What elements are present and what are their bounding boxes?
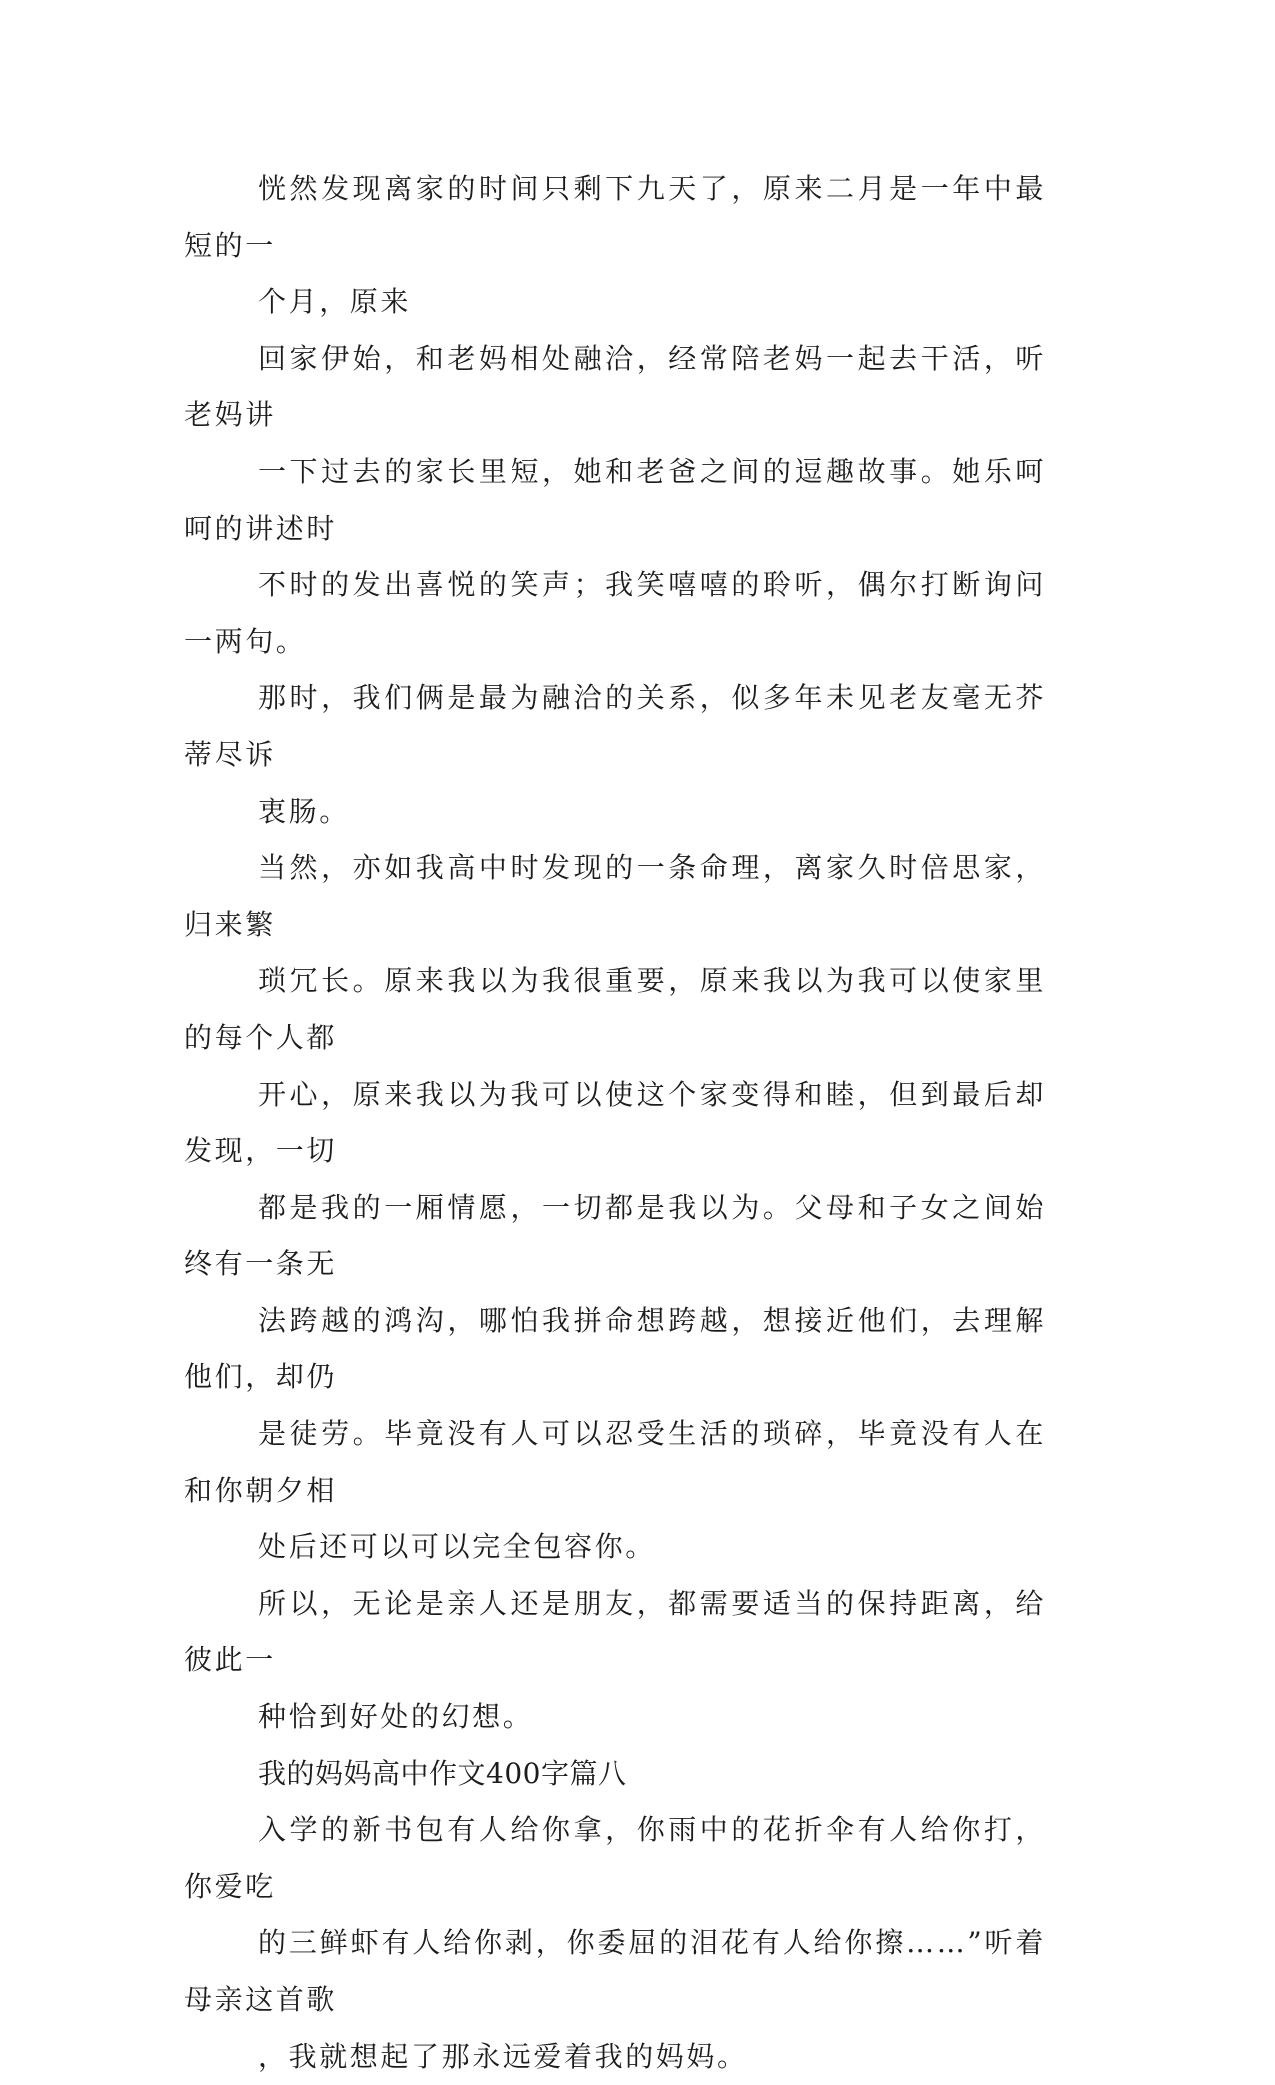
paragraph-3 [184,670,1046,840]
text-line: 入学的新书包有人给你拿，你雨中的花折伞有人给你打，你爱吃 [184,1813,1046,1903]
paragraph-5 [184,1576,1046,1746]
document-body [184,161,1046,2085]
text-line: 不时的发出喜悦的笑声；我笑嘻嘻的聆听，偶尔打断询问一两句。 [184,568,1046,658]
text-line: 琐冗长。原来我以为我很重要，原来我以为我可以使家里的每个人都 [184,964,1046,1054]
section-heading-text: 我的妈妈高中作文400字篇八 [258,1756,627,1790]
text-line: 衷肠。 [258,794,350,828]
text-line: 个月，原来 [258,285,412,319]
text-line: 种恰到好处的幻想。 [258,1700,534,1734]
text-line: 开心，原来我以为我可以使这个家变得和睦，但到最后却发现，一切 [184,1077,1046,1168]
text-line: 当然，亦如我高中时发现的一条命理，离家久时倍思家，归来繁 [184,851,1046,941]
text-line: 法跨越的鸿沟，哪怕我拼命想跨越，想接近他们，去理解他们，却仍 [184,1303,1046,1394]
text-line: ，我就想起了那永远爱着我的妈妈。 [258,2039,748,2073]
text-line: 所以，无论是亲人还是朋友，都需要适当的保持距离，给彼此一 [184,1586,1046,1677]
text-line: 恍然发现离家的时间只剩下九天了，原来二月是一年中最短的一 [184,172,1046,262]
text-line: 回家伊始，和老妈相处融洽，经常陪老妈一起去干活，听老妈讲 [184,341,1046,432]
text-line: 处后还可以可以完全包容你。 [258,1530,656,1564]
paragraph-1 [184,161,1046,331]
paragraph-4 [184,840,1046,1576]
text-line: 都是我的一厢情愿，一切都是我以为。父母和子女之间始终有一条无 [184,1190,1046,1281]
text-line: 的三鲜虾有人给你剥，你委屈的泪花有人给你擦……”听着母亲这首歌 [184,1926,1046,2016]
section-heading [184,1746,1046,1803]
text-line: 一下过去的家长里短，她和老爸之间的逗趣故事。她乐呵呵的讲述时 [184,454,1046,545]
closing-paragraph [184,1802,1046,2085]
paragraph-2 [184,331,1046,671]
text-line: 那时，我们俩是最为融洽的关系，似多年未见老友毫无芥蒂尽诉 [184,681,1046,771]
text-line: 是徒劳。毕竟没有人可以忍受生活的琐碎，毕竟没有人在和你朝夕相 [184,1417,1046,1507]
